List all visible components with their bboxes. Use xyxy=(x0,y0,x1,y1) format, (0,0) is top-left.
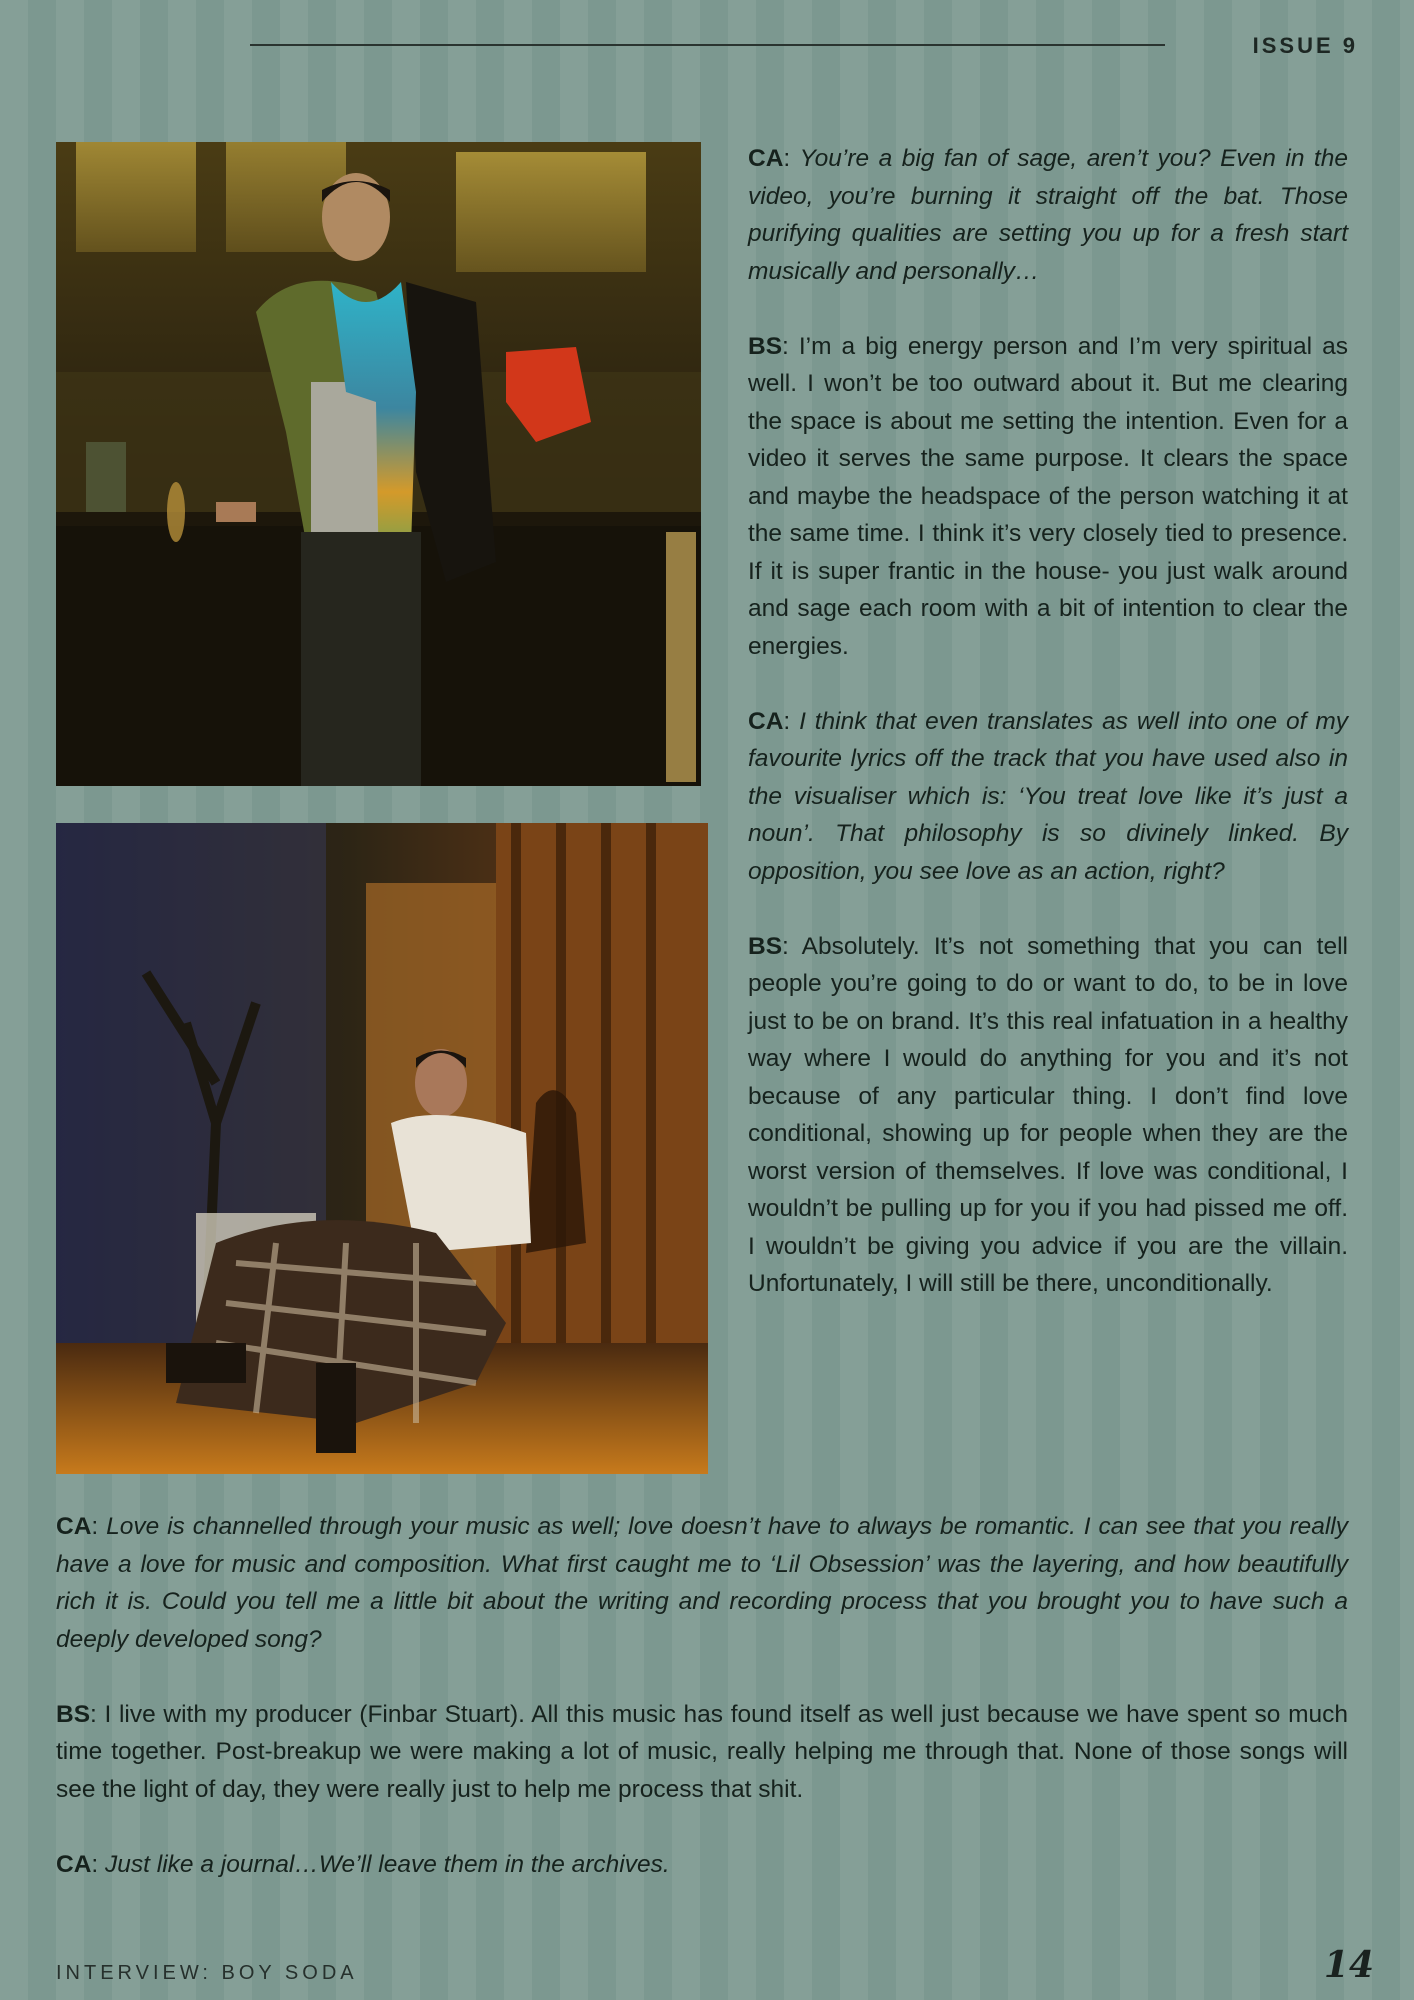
answer-text: I think that even translates as well into one of my favourite lyrics off the track that you have used also in the visualiser which is: ‘You treat love like it’s just a noun’. That philosophy is so divinely linked. By opposition, you see love as an action, right? xyxy=(748,707,1348,885)
interview-question: CA: You’re a big fan of sage, aren’t you? Even in the video, you’re burning it straight off the bat. Those purifying qualities are setting you up for a fresh start musically and personally… xyxy=(748,145,1348,285)
interview-column xyxy=(748,140,1348,1303)
speaker-label: CA xyxy=(748,707,784,735)
answer-text: You’re a big fan of sage, aren’t you? Even in the video, you’re burning it straight off the bat. Those purifying qualities are setting you up for a fresh start musically and personally… xyxy=(748,145,1348,285)
interview-answer: BS: Absolutely. It’s not something that you can tell people you’re going to do or want to do, to be in love just to be on brand. It’s this real infatuation in a healthy way where I would do anything for you and it’s not because of any particular thing. I don’t find love conditional, showing up for people when they are the worst version of themselves. If love was conditional, I wouldn’t be pulling up for you if you had pissed me off. I wouldn’t be giving you advice if you are the villain. Unfortunately, I will still be there, unconditionally. xyxy=(748,932,1348,1297)
speaker-label: BS xyxy=(56,1700,91,1728)
portrait-seated-photo xyxy=(56,823,708,1474)
answer-text: Just like a journal…We’ll leave them in the archives. xyxy=(105,1850,670,1878)
interview-answer: BS: I’m a big energy person and I’m very spiritual as well. I won’t be too outward about it. But me clearing the space is about me setting the intention. Even for a video it serves the same purpose. It clears the space and maybe the headspace of the person watching it at the same time. I think it’s very closely tied to presence. If it is super frantic in the house- you just walk around and sage each room with a bit of intention to clear the energies. xyxy=(748,332,1348,660)
page-number: 14 xyxy=(1323,1944,1374,1986)
speaker-label: BS xyxy=(748,932,783,960)
header-rule xyxy=(250,44,1165,46)
speaker-label: CA xyxy=(56,1850,92,1878)
interview-full-width xyxy=(56,1508,1348,1883)
interview-question: CA: Love is channelled through your music as well; love doesn’t have to always be romantic. I can see that you really have a love for music and composition. What first caught me to ‘Lil Obsession’ was the layering, and how beautifully rich it is. Could you tell me a little bit about the writing and recording process that you brought you to have such a deeply developed song? xyxy=(56,1513,1348,1653)
interview-answer: BS: I live with my producer (Finbar Stuart). All this music has found itself as well just because we have spent so much time together. Post-breakup we were making a lot of music, really helping me through that. None of those songs will see the light of day, they were really just to help me process that shit. xyxy=(56,1700,1348,1803)
answer-text: Absolutely. It’s not something that you can tell people you’re going to do or want to do, to be in love just to be on brand. It’s this real infatuation in a healthy way where I would do anything for you and it’s not because of any particular thing. I don’t find love conditional, showing up for people when they are the worst version of themselves. If love was conditional, I wouldn’t be pulling up for you if you had pissed me off. I wouldn’t be giving you advice if you are the villain. Unfortunately, I will still be there, unconditionally. xyxy=(748,932,1348,1297)
issue-label: ISSUE 9 xyxy=(1252,33,1358,58)
footer-label: INTERVIEW: BOY SODA xyxy=(56,1962,358,1984)
interview-question: CA: I think that even translates as well into one of my favourite lyrics off the track that you have used also in the visualiser which is: ‘You treat love like it’s just a noun’. That philosophy is so divinely linked. By opposition, you see love as an action, right? xyxy=(748,707,1348,885)
portrait-scarf-photo xyxy=(56,142,701,786)
answer-text: I’m a big energy person and I’m very spiritual as well. I won’t be too outward about it. But me clearing the space is about me setting the intention. Even for a video it serves the same purpose. It clears the space and maybe the headspace of the person watching it at the same time. I think it’s very closely tied to presence. If it is super frantic in the house- you just walk around and sage each room with a bit of intention to clear the energies. xyxy=(748,332,1348,660)
answer-text: Love is channelled through your music as well; love doesn’t have to always be romantic. I can see that you really have a love for music and composition. What first caught me to ‘Lil Obsession’ was the layering, and how beautifully rich it is. Could you tell me a little bit about the writing and recording process that you brought you to have such a deeply developed song? xyxy=(56,1513,1348,1653)
speaker-label: CA xyxy=(748,145,784,172)
speaker-label: BS xyxy=(748,332,783,360)
speaker-label: CA xyxy=(56,1513,92,1540)
interview-question: CA: Just like a journal…We’ll leave them in the archives. xyxy=(56,1850,670,1878)
answer-text: I live with my producer (Finbar Stuart). All this music has found itself as well just because we have spent so much time together. Post-breakup we were making a lot of music, really helping me through that. None of those songs will see the light of day, they were really just to help me process that shit. xyxy=(56,1700,1348,1803)
